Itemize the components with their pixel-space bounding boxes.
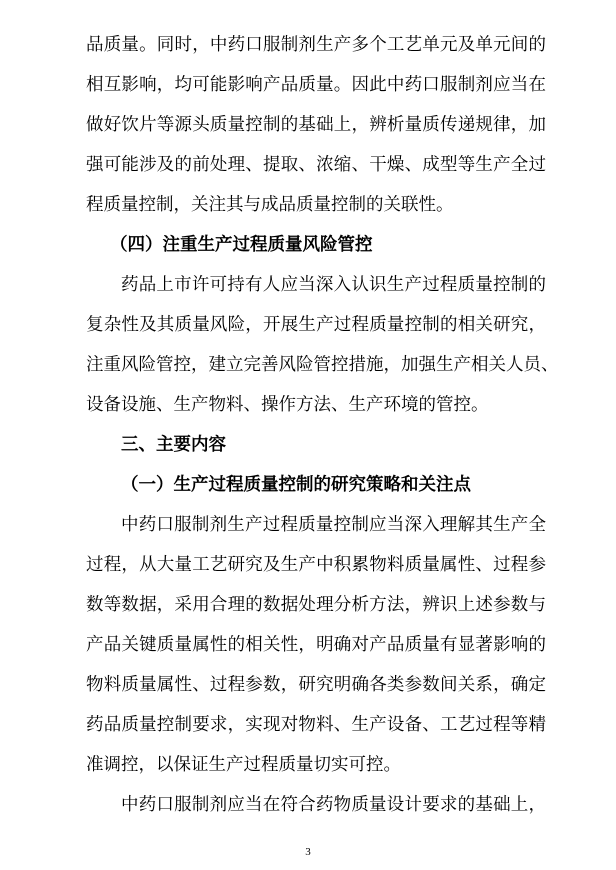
text-line: 物料质量属性、过程参数，研究明确各类参数间关系，确定 bbox=[86, 675, 546, 695]
text-line: 准调控，以保证生产过程质量切实可控。 bbox=[86, 755, 401, 775]
text-line: 中药口服制剂生产过程质量控制应当深入理解其生产全 bbox=[121, 515, 546, 535]
text-line: 注重风险管控，建立完善风险管控措施，加强生产相关人员、 bbox=[86, 355, 559, 375]
text-line: 产品关键质量属性的相关性，明确对产品质量有显著影响的 bbox=[86, 635, 546, 655]
text-line: 药品上市许可持有人应当深入认识生产过程质量控制的 bbox=[121, 275, 546, 295]
section-heading: 三、主要内容 bbox=[121, 435, 226, 455]
text-line: 数等数据，采用合理的数据处理分析方法，辨识上述参数与 bbox=[86, 595, 546, 615]
subheading-4: （四）注重生产过程质量风险管控 bbox=[110, 235, 373, 255]
text-line: 过程，从大量工艺研究及生产中积累物料质量属性、过程参 bbox=[86, 555, 546, 575]
text-line: 品质量。同时，中药口服制剂生产多个工艺单元及单元间的 bbox=[86, 35, 546, 55]
text-line: 设备设施、生产物料、操作方法、生产环境的管控。 bbox=[86, 395, 489, 415]
page-number: 3 bbox=[305, 846, 311, 858]
subheading-1: （一）生产过程质量控制的研究策略和关注点 bbox=[121, 475, 471, 495]
text-line: 做好饮片等源头质量控制的基础上，辨析量质传递规律，加 bbox=[86, 115, 546, 135]
text-line: 药品质量控制要求，实现对物料、生产设备、工艺过程等精 bbox=[86, 715, 546, 735]
text-line: 复杂性及其质量风险，开展生产过程质量控制的相关研究， bbox=[86, 315, 546, 335]
text-line: 相互影响，均可能影响产品质量。因此中药口服制剂应当在 bbox=[86, 75, 546, 95]
text-line: 强可能涉及的前处理、提取、浓缩、干燥、成型等生产全过 bbox=[86, 155, 546, 175]
text-line: 程质量控制，关注其与成品质量控制的关联性。 bbox=[86, 195, 454, 215]
text-line: 中药口服制剂应当在符合药物质量设计要求的基础上， bbox=[121, 795, 546, 815]
